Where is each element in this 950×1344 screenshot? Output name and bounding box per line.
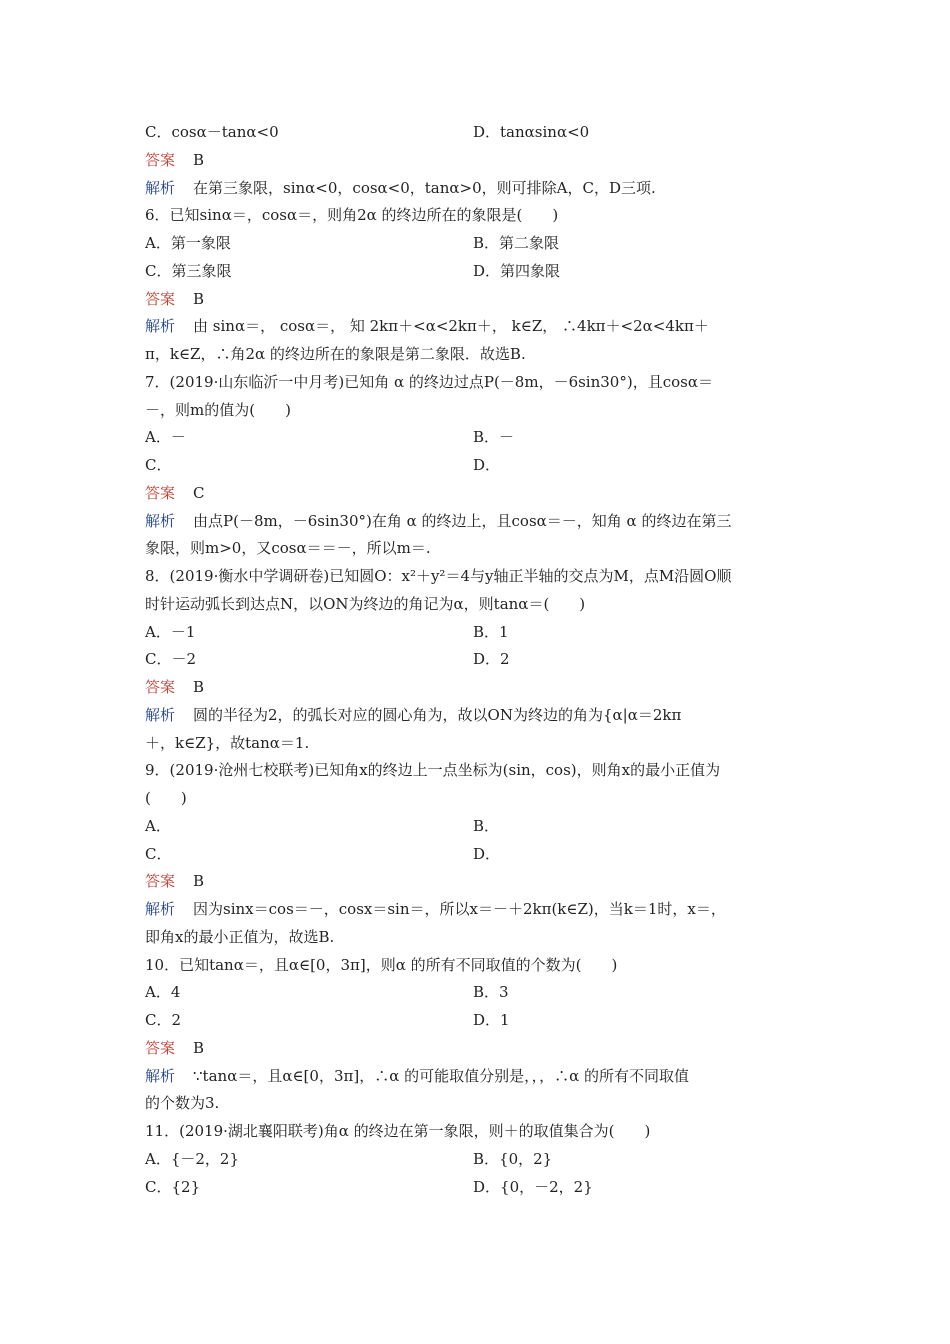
doc-line-options <box>145 1006 807 1034</box>
doc-line-answer <box>145 867 807 895</box>
doc-line-explain <box>145 312 807 340</box>
doc-line-text <box>145 1089 807 1117</box>
doc-line-options <box>145 423 807 451</box>
doc-line-explain <box>145 507 807 535</box>
doc-line-text <box>145 396 807 424</box>
doc-line-explain <box>145 895 807 923</box>
answer-value: B <box>193 1038 205 1057</box>
doc-line-text <box>145 729 807 757</box>
doc-line-text <box>145 534 807 562</box>
text-line: ＋，k∈Z}，故tanα＝1. <box>145 733 310 752</box>
option-left: C．{2} <box>145 1177 201 1196</box>
doc-line-options <box>145 257 807 285</box>
option-left: A． <box>145 816 171 835</box>
answer-label: 答案 <box>145 872 176 891</box>
option-left: A．4 <box>145 983 181 1002</box>
answer-label: 答案 <box>145 289 176 308</box>
doc-line-options <box>145 1145 807 1173</box>
doc-line-text <box>145 368 807 396</box>
option-right: B．1 <box>473 622 509 641</box>
text-line: 7．(2019·山东临沂一中月考)已知角 α 的终边过点P(－8m，－6sin30°)，且cosα＝ <box>145 372 713 391</box>
text-line: 10．已知tanα＝，且α∈[0，3π]，则α 的所有不同取值的个数为( ) <box>145 955 618 974</box>
text-line: 象限，则m>0，又cosα＝＝－，所以m＝. <box>145 539 431 558</box>
doc-line-options <box>145 840 807 868</box>
text-line: 时针运动弧长到达点N，以ON为终边的角记为α，则tanα＝( ) <box>145 594 586 613</box>
answer-value: B <box>193 872 205 891</box>
explanation-text: 圆的半径为2，的弧长对应的圆心角为，故以ON为终边的角为{α|α＝2kπ <box>193 705 682 724</box>
answer-value: B <box>193 289 205 308</box>
option-left: C．第三象限 <box>145 261 232 280</box>
option-right: D．{0，－2，2} <box>473 1177 593 1196</box>
doc-line-options <box>145 812 807 840</box>
doc-line-explain <box>145 701 807 729</box>
doc-line-text <box>145 756 807 784</box>
doc-line-text <box>145 1117 807 1145</box>
text-line: 6．已知sinα＝，cosα＝，则角2α 的终边所在的象限是( ) <box>145 206 559 225</box>
option-right: B．3 <box>473 983 509 1002</box>
text-line: 的个数为3. <box>145 1094 220 1113</box>
option-left: C．2 <box>145 1011 182 1029</box>
option-left: A．－ <box>145 428 186 447</box>
doc-line-text <box>145 784 807 812</box>
text-line: 8．(2019·衡水中学调研卷)已知圆O：x²＋y²＝4与y轴正半轴的交点为M，点M沿圆O顺 <box>145 567 732 585</box>
doc-line-options <box>145 618 807 646</box>
option-right: D．1 <box>473 1011 510 1029</box>
text-line: 即角x的最小正值为，故选B. <box>145 927 335 946</box>
text-line: π，k∈Z，∴角2α 的终边所在的象限是第二象限．故选B. <box>145 345 526 363</box>
doc-line-text <box>145 923 807 951</box>
doc-line-explain <box>145 174 807 202</box>
explanation-label: 解析 <box>145 511 176 530</box>
doc-line-options <box>145 1173 807 1201</box>
option-right: D． <box>473 456 501 474</box>
doc-line-answer <box>145 1034 807 1062</box>
doc-line-answer <box>145 673 807 701</box>
option-left: A．－1 <box>145 622 196 641</box>
option-right: B． <box>473 816 500 835</box>
option-right: B．第二象限 <box>473 234 560 252</box>
text-line: ( ) <box>145 789 187 807</box>
explanation-text: 由 sinα＝， cosα＝， 知 2kπ＋<α<2kπ＋， k∈Z， ∴4kπ＋<2α<4kπ＋ <box>193 317 709 336</box>
explanation-label: 解析 <box>145 705 176 724</box>
explanation-text: 在第三象限，sinα<0，cosα<0，tanα>0，则可排除A，C，D三项. <box>193 178 656 197</box>
doc-line-text <box>145 562 807 590</box>
text-line: 9．(2019·沧州七校联考)已知角x的终边上一点坐标为(sin，cos)，则角x的最小正值为 <box>145 761 721 780</box>
doc-line-explain <box>145 1062 807 1090</box>
doc-line-answer <box>145 146 807 174</box>
answer-value: B <box>193 678 205 696</box>
explanation-label: 解析 <box>145 1066 176 1085</box>
doc-line-options <box>145 118 807 146</box>
doc-line-text <box>145 201 807 229</box>
text-line: －，则m的值为( ) <box>145 400 291 419</box>
doc-line-answer <box>145 285 807 313</box>
answer-label: 答案 <box>145 1038 176 1057</box>
option-right: D． <box>473 844 501 863</box>
doc-line-text <box>145 951 807 979</box>
option-left: A．第一象限 <box>145 234 231 252</box>
answer-label: 答案 <box>145 483 176 502</box>
option-left: A．{－2，2} <box>145 1149 240 1168</box>
answer-value: C <box>193 483 205 502</box>
explanation-text: 因为sinx＝cos＝－，cosx＝sin＝，所以x＝－＋2kπ(k∈Z)，当k＝1时，x＝， <box>193 900 726 918</box>
doc-line-text <box>145 590 807 618</box>
doc-line-options <box>145 229 807 257</box>
doc-line-options <box>145 978 807 1006</box>
option-left: C．－2 <box>145 650 197 669</box>
doc-line-options <box>145 451 807 479</box>
answer-value: B <box>193 150 205 169</box>
doc-line-text <box>145 340 807 368</box>
option-right: D．2 <box>473 650 510 669</box>
option-left: C． <box>145 456 172 474</box>
option-left: C． <box>145 844 172 863</box>
explanation-text: 由点P(－8m，－6sin30°)在角 α 的终边上，且cosα＝－，知角 α 的终边在第三 <box>193 511 732 530</box>
option-right: D．第四象限 <box>473 261 561 280</box>
option-right: B．－ <box>473 428 515 447</box>
text-line: 11．(2019·湖北襄阳联考)角α 的终边在第一象限，则＋的取值集合为( ) <box>145 1122 651 1140</box>
doc-line-options <box>145 645 807 673</box>
explanation-label: 解析 <box>145 317 176 336</box>
answer-label: 答案 <box>145 678 176 696</box>
option-right: D．tanαsinα<0 <box>473 123 590 141</box>
explanation-label: 解析 <box>145 900 176 918</box>
explanation-text: ∵tanα＝，且α∈[0，3π]，∴α 的可能取值分别是，，，∴α 的所有不同取值 <box>193 1066 689 1085</box>
option-left: C．cosα－tanα<0 <box>145 123 279 141</box>
explanation-label: 解析 <box>145 178 176 197</box>
option-right: B．{0，2} <box>473 1149 553 1168</box>
doc-line-answer <box>145 479 807 507</box>
answer-label: 答案 <box>145 150 176 169</box>
